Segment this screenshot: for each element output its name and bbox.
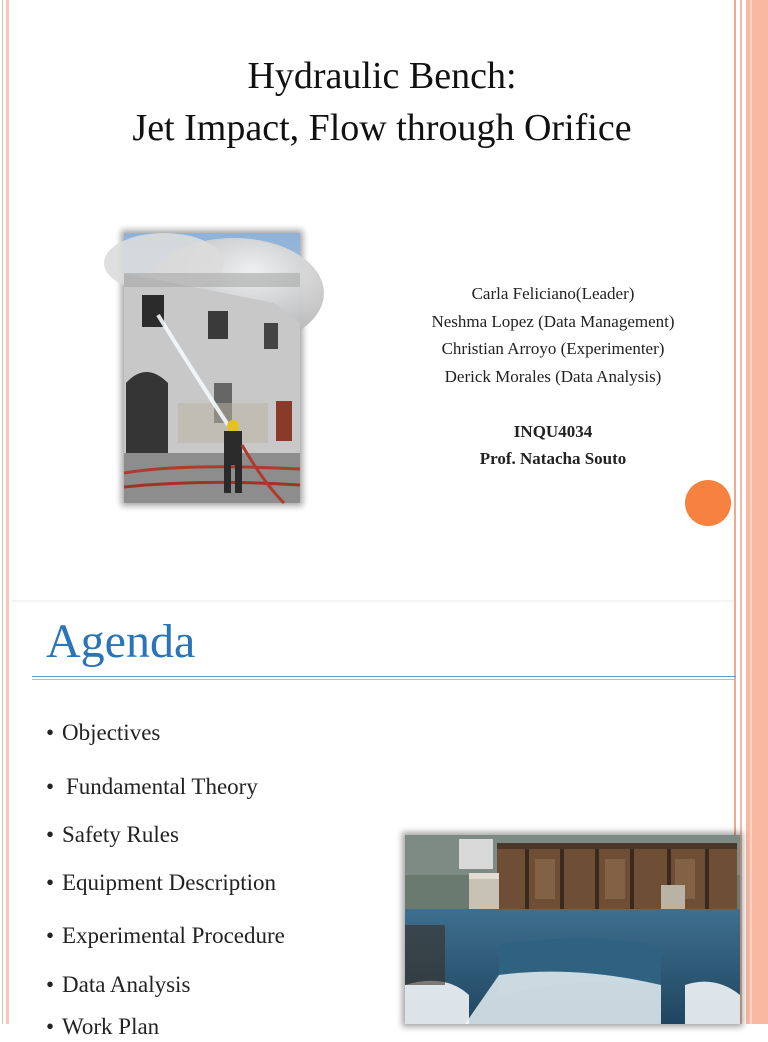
dam-spillway-photo-icon xyxy=(405,835,740,1024)
slide-title-line-1: Hydraulic Bench: xyxy=(247,55,517,97)
left-border-line xyxy=(2,0,3,1024)
agenda-title: Agenda xyxy=(46,615,196,668)
agenda-item xyxy=(46,970,190,1000)
left-border-line xyxy=(6,0,9,1024)
author-name: Derick Morales (Data Analysis) xyxy=(444,366,662,386)
bullet-icon: • xyxy=(46,870,55,895)
agenda-item-label: Equipment Description xyxy=(62,870,276,895)
agenda-item xyxy=(46,772,258,802)
agenda-item-label: Fundamental Theory xyxy=(66,774,258,799)
agenda-item-label: Objectives xyxy=(62,720,161,745)
author-name: Neshma Lopez (Data Management) xyxy=(431,311,675,331)
agenda-item xyxy=(46,820,179,850)
course-info xyxy=(388,418,718,472)
bullet-icon: • xyxy=(46,822,55,847)
agenda-title-rule xyxy=(32,679,736,680)
bullet-icon: • xyxy=(46,774,55,799)
bullet-icon: • xyxy=(46,923,55,948)
agenda-item-label: Data Analysis xyxy=(62,972,191,997)
orange-circle-decoration xyxy=(685,480,731,526)
bullet-icon: • xyxy=(46,720,55,745)
left-border-decoration xyxy=(0,0,12,1024)
firefighter-photo-icon xyxy=(124,233,300,503)
author-name: Carla Feliciano(Leader) xyxy=(471,284,635,303)
bullet-icon: • xyxy=(46,972,55,997)
agenda-item xyxy=(46,868,276,898)
agenda-item-label: Experimental Procedure xyxy=(62,923,285,948)
course-code: INQU4034 xyxy=(513,422,593,441)
author-name: Christian Arroyo (Experimenter) xyxy=(441,339,665,358)
agenda-item xyxy=(46,1012,159,1042)
professor-name: Prof. Natacha Souto xyxy=(479,449,627,468)
agenda-title-rule xyxy=(32,676,736,677)
bullet-icon: • xyxy=(46,1014,55,1039)
agenda-item xyxy=(46,718,160,748)
slide-title-line-2: Jet Impact, Flow through Orifice xyxy=(132,107,632,149)
agenda-item-label: Work Plan xyxy=(62,1014,160,1039)
firefighter-photo xyxy=(124,233,300,503)
slide-title xyxy=(12,50,752,154)
agenda-item-label: Safety Rules xyxy=(62,822,179,847)
slide-divider xyxy=(12,600,734,602)
author-list xyxy=(388,280,718,390)
dam-spillway-photo xyxy=(405,835,740,1024)
agenda-item xyxy=(46,921,285,951)
